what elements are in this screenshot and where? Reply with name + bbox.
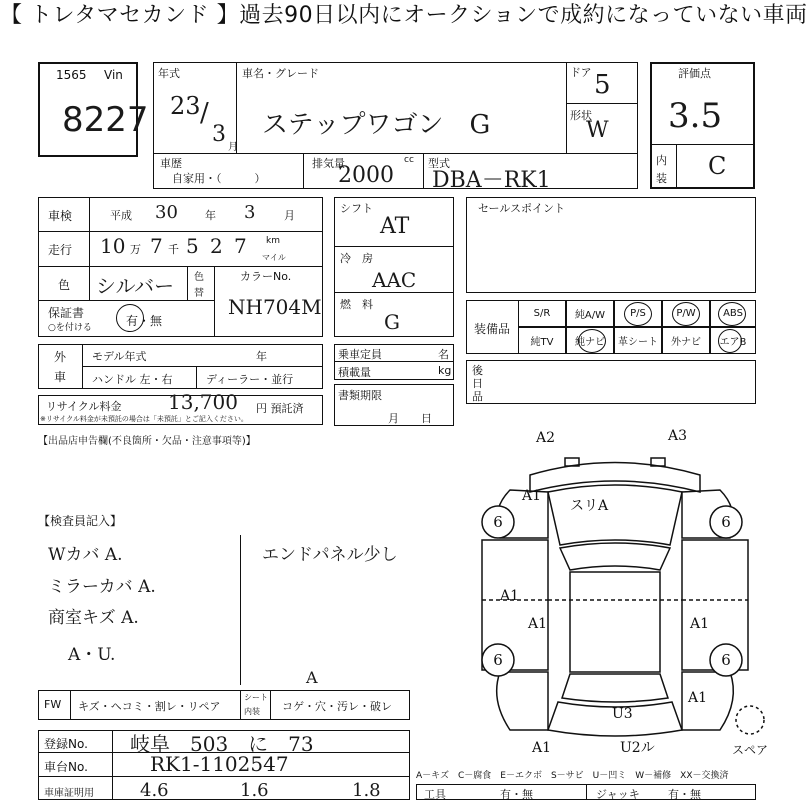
lot-vin-label: Vin: [104, 68, 123, 82]
car-rear-window: [562, 674, 668, 702]
recycle-value: 13,700: [168, 390, 238, 414]
ac-label: 冷 房: [340, 252, 373, 265]
inspection-year: 30: [155, 202, 178, 223]
ac-value: AAC: [372, 268, 417, 292]
rear-label-2: 日: [472, 377, 483, 390]
mileage-v4: 2: [210, 234, 223, 258]
shape-label: 形状: [570, 109, 592, 122]
equip-leather: 革シート: [614, 327, 662, 354]
fuel-label: 燃 料: [340, 298, 373, 311]
mileage-v3: 5: [186, 234, 199, 258]
inspector-left-1: Wカバ A.: [48, 545, 123, 565]
inspection-year-unit: 年: [205, 209, 216, 222]
spare-circle: [736, 706, 764, 734]
legend-bar-note: A: [306, 668, 318, 687]
inspector-right: エンドパネル少し: [262, 545, 398, 565]
grade-label: 評価点: [678, 67, 711, 80]
recycle-note: ※リサイクル料金が未預託の場合は「未預託」とご記入ください。: [40, 415, 248, 423]
car-mark-rear-u3: U3: [612, 706, 633, 722]
interior-value: C: [708, 152, 727, 180]
legend-bar-seat-2: 内装: [244, 707, 260, 716]
warranty-note: ○を付ける: [48, 323, 92, 333]
type-label: 型式: [428, 157, 450, 170]
year-value: 23: [170, 92, 201, 120]
import-label-2: 車: [54, 370, 67, 384]
jack-options: 有・無: [668, 788, 701, 801]
interior-label-1: 内: [656, 154, 667, 167]
warranty-options: 有・無: [126, 314, 163, 328]
grade-value: 3.5: [668, 96, 723, 136]
car-mark-bottom-left: A1: [532, 740, 552, 756]
type-value: DBA－RK1: [432, 168, 551, 193]
damage-legend: A－キズ C－腐食 E－エクボ S－サビ U－凹ミ W－補修 XX－交換済: [416, 771, 729, 781]
tools-label: 工具: [424, 788, 446, 801]
banner: 【 トレタマセカンド 】過去90日以内にオークションで成約になっていない車両: [0, 3, 808, 28]
shift-label: シフト: [340, 202, 373, 215]
cert-v3: 1.8: [352, 780, 381, 801]
import-model-year: モデル年式: [92, 350, 147, 363]
inspection-label: 車検: [48, 209, 73, 223]
mileage-u1: 万: [130, 243, 141, 256]
name-value: ステップワゴン G: [262, 110, 491, 140]
color-no-label: カラーNo.: [240, 270, 292, 283]
equip-abs-circle: [718, 302, 746, 326]
warranty-label: 保証書: [48, 306, 85, 320]
shape-value: W: [586, 118, 609, 143]
interior-label-2: 装: [656, 172, 667, 185]
inspection-era: 平成: [110, 209, 132, 222]
rear-box: [466, 360, 756, 404]
docs-label: 書類期限: [338, 389, 382, 402]
equip-tv: 純TV: [518, 327, 566, 354]
chassis-label: 車台No.: [44, 760, 88, 774]
name-label: 車名・グレード: [242, 67, 319, 80]
inspector-title: 【検査員記入】: [38, 514, 123, 528]
year-slash: /: [200, 98, 209, 128]
equip-ext-navi: 外ナビ: [662, 327, 710, 354]
capacity-label: 乗車定員: [338, 348, 382, 361]
cert-v1: 4.6: [140, 780, 169, 801]
equip-navi-circle: [578, 329, 606, 353]
equip-aw: 純A/W: [566, 300, 614, 327]
legend-bar-items2: コゲ・穴・汚レ・破レ: [282, 700, 392, 713]
wheel-front-right-mark: 6: [721, 513, 731, 531]
mileage-v2: 7: [150, 234, 163, 258]
inspector-left-3: 商室キズ A.: [48, 608, 139, 628]
door-value: 5: [594, 70, 611, 100]
import-label-1: 外: [54, 350, 67, 364]
wheel-rear-right-mark: 6: [721, 651, 731, 669]
registration-label: 登録No.: [44, 737, 88, 751]
year-label: 年式: [158, 67, 180, 80]
inspection-month-unit: 月: [284, 209, 295, 222]
car-roof: [570, 572, 660, 672]
mileage-unit-km: km: [266, 236, 280, 246]
equip-navi: 純ナビ: [566, 327, 614, 354]
capacity-unit: 名: [438, 348, 449, 361]
import-handle: ハンドル 左・右: [92, 373, 173, 386]
car-hood: [548, 485, 682, 545]
recycle-suffix: 円 預託済: [256, 402, 304, 415]
car-mark-side-left: A1: [500, 588, 520, 604]
equip-sr: S/R: [518, 300, 566, 327]
equip-abs: ABS: [710, 300, 756, 327]
cert-label: 車庫証明用: [44, 788, 94, 799]
inspector-left-2: ミラーカバ A.: [48, 577, 156, 597]
mileage-unit-mile: マイル: [262, 253, 286, 262]
cert-v2: 1.6: [240, 780, 269, 801]
displacement-label: 排気量: [312, 157, 345, 170]
year-month-suffix: 月: [228, 142, 238, 153]
registration-value: 岐阜 503 に 73: [130, 732, 314, 756]
car-diagram: [470, 428, 769, 770]
sales-point-label: セールスポイント: [478, 202, 566, 215]
car-mark-top-left: A2: [536, 430, 556, 446]
tools-options: 有・無: [500, 788, 533, 801]
car-mark-hood: A1: [522, 488, 542, 504]
car-windshield: [560, 543, 670, 570]
inspector-left-4: A・U.: [68, 645, 116, 665]
docs-unit: 月 日: [388, 412, 432, 425]
color-label: 色: [58, 278, 71, 292]
jack-label: ジャッキ: [596, 788, 640, 801]
car-mark-roof: スリA: [570, 498, 609, 514]
car-mark-side-right: A1: [690, 616, 710, 632]
load-label: 積載量: [338, 366, 371, 379]
car-mark-side-left-lower: A1: [528, 616, 548, 632]
shift-value: AT: [380, 214, 410, 239]
color-change-1: 色: [194, 272, 204, 283]
lot-number: 8227: [62, 100, 149, 140]
history-options: 自家用・（ ）: [172, 172, 266, 185]
displacement-unit: cc: [404, 155, 414, 165]
car-mark-top-right: A3: [668, 428, 688, 444]
import-year-unit: 年: [256, 350, 267, 363]
lot-box: [38, 62, 149, 157]
warranty-circle: [116, 304, 144, 332]
equip-pw: P/W: [662, 300, 710, 327]
wheel-front-left-mark: 6: [493, 513, 503, 531]
inspection-month: 3: [244, 202, 256, 223]
equip-airbag: エアB: [710, 327, 756, 354]
recycle-label: リサイクル料金: [46, 400, 122, 413]
color-value: シルバー: [96, 274, 175, 298]
car-mark-bottom-mid: U2ル: [620, 740, 655, 756]
history-label: 車歴: [160, 157, 182, 170]
mileage-u2: 千: [168, 243, 179, 256]
car-mark-mirror: A1: [688, 690, 708, 706]
color-change-2: 替: [194, 288, 204, 299]
car-mark-spare: スペア: [732, 743, 769, 757]
legend-bar-seat-1: シート: [244, 693, 268, 702]
color-no-value: NH704M: [228, 295, 322, 319]
equip-airbag-circle: [718, 329, 742, 353]
fuel-value: G: [384, 310, 400, 334]
car-left-rear-fender: [497, 672, 548, 730]
mileage-v5: 7: [234, 234, 247, 258]
year-month: 3: [212, 122, 226, 147]
legend-bar-items: キズ・ヘコミ・割レ・リペア: [78, 700, 221, 713]
equip-ps: P/S: [614, 300, 662, 327]
equipment-label: 装備品: [474, 322, 511, 336]
equip-ps-circle: [624, 302, 652, 326]
mileage-label: 走行: [48, 243, 73, 257]
rear-label-3: 品: [472, 390, 483, 403]
load-unit: kg: [438, 364, 452, 377]
rear-label-1: 後: [472, 364, 483, 377]
wheel-rear-left-mark: 6: [493, 651, 503, 669]
import-dealer: ディーラー・並行: [206, 373, 294, 386]
seller-note: 【出品店申告欄(不良箇所・欠品・注意事項等)】: [38, 436, 256, 447]
legend-bar-fw: FW: [44, 698, 62, 711]
door-label: ドア: [570, 66, 592, 79]
chassis-value: RK1-1102547: [150, 752, 289, 776]
car-front-bumper: [530, 463, 700, 493]
mileage-v1: 10: [100, 234, 126, 258]
lot-small: 1565: [56, 68, 87, 82]
displacement-value: 2000: [338, 163, 394, 188]
equip-pw-circle: [672, 302, 700, 326]
